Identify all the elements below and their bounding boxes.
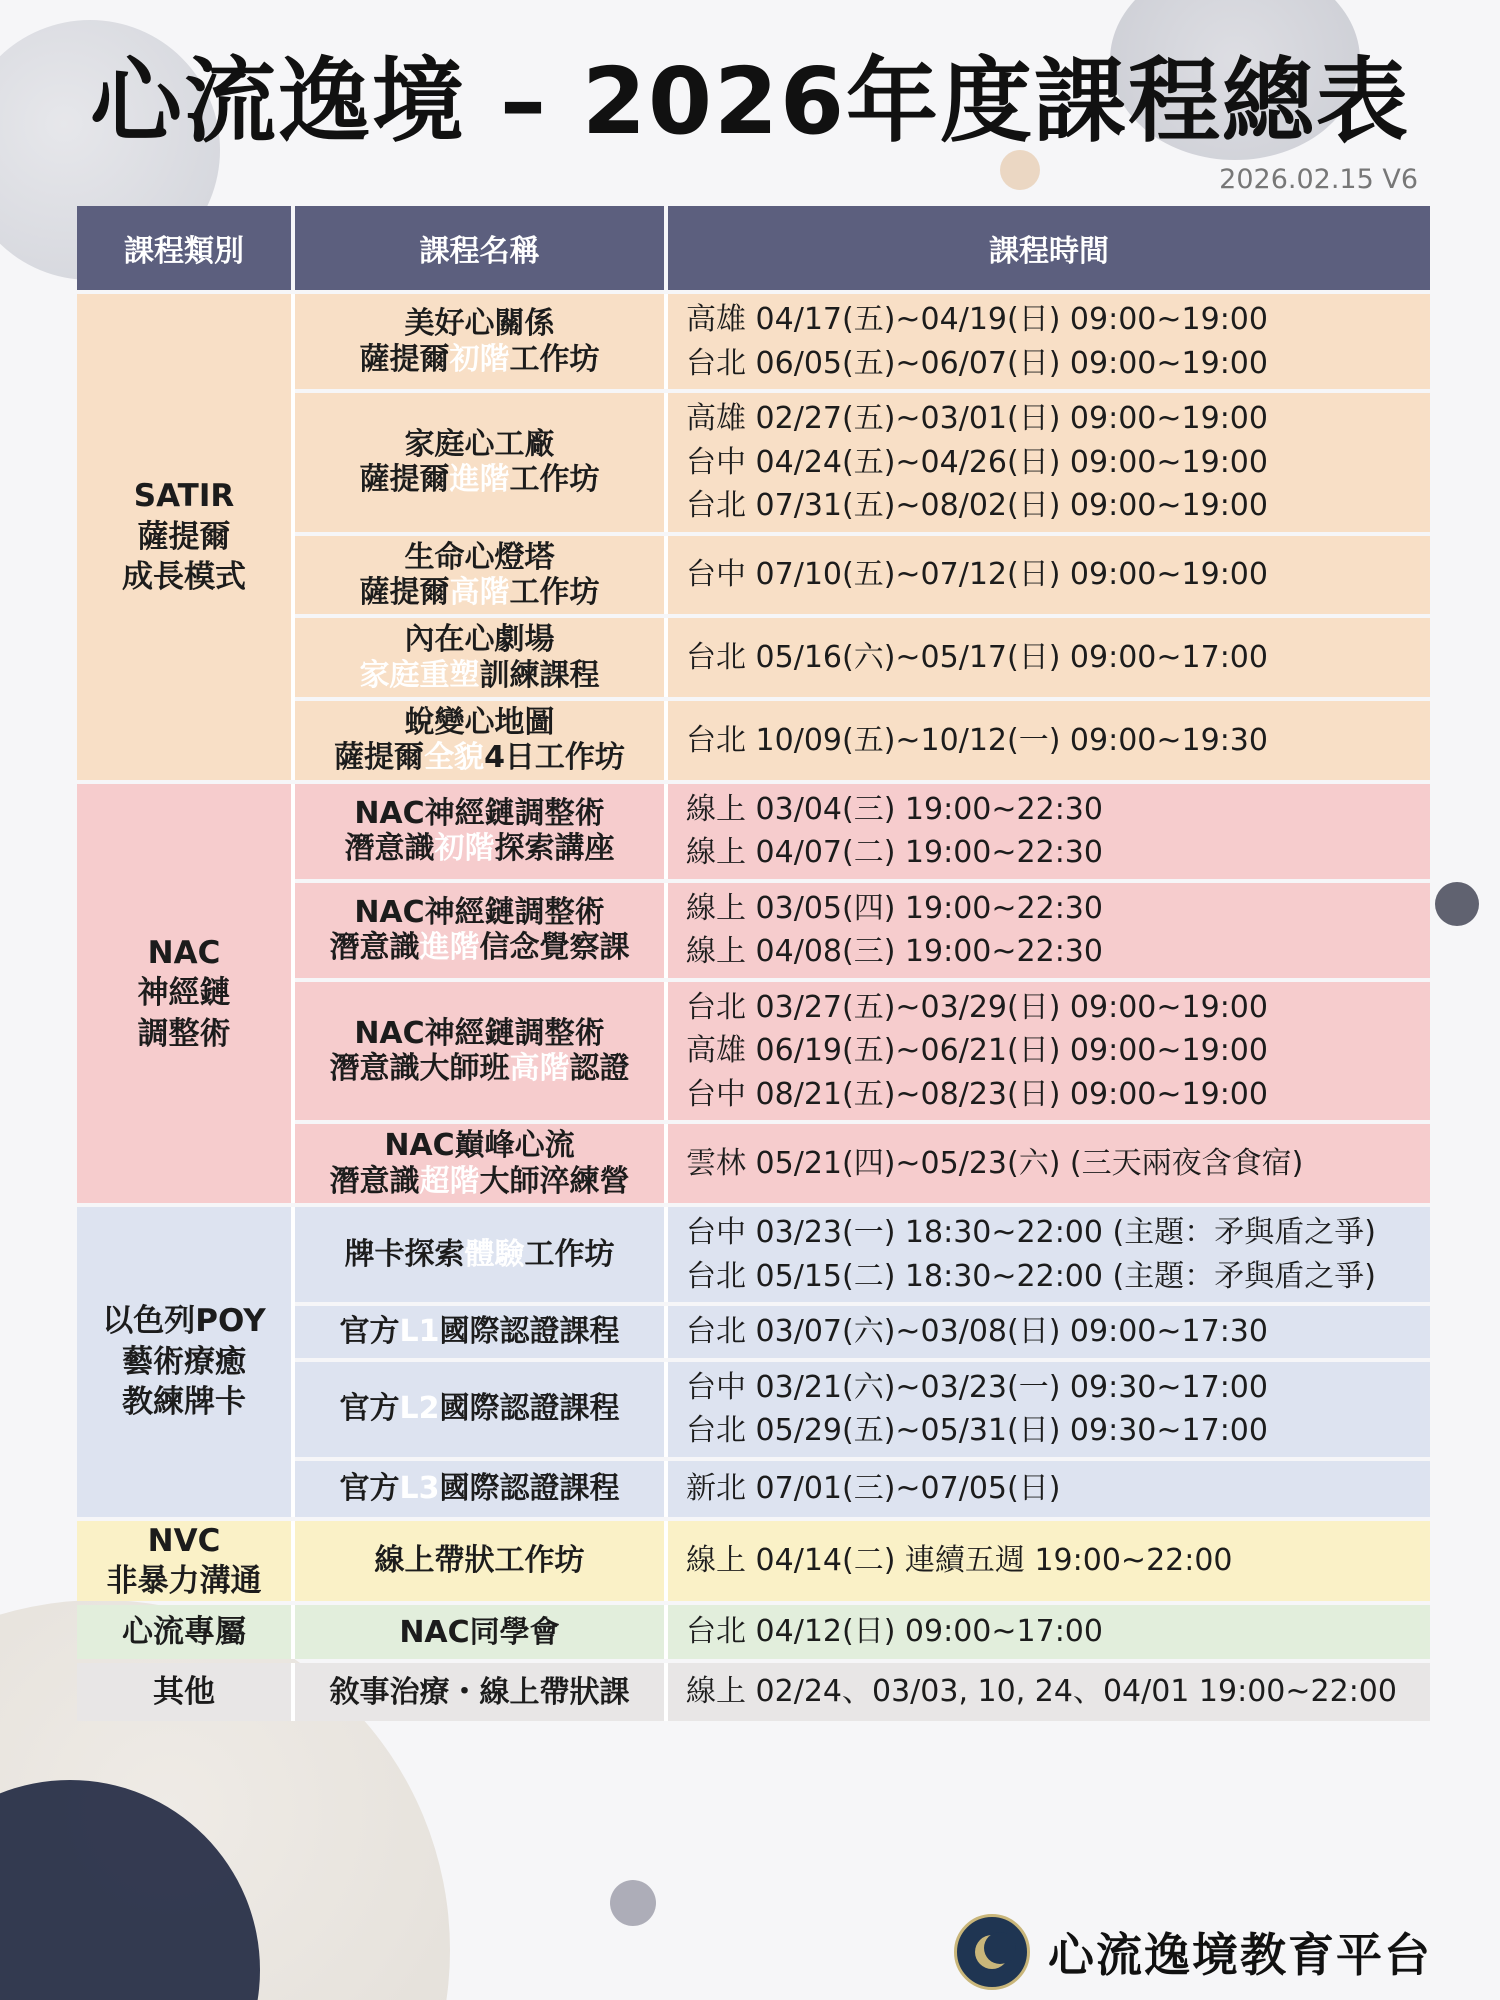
course-level-highlight: L3: [399, 1470, 440, 1506]
course-name-line: [301, 306, 658, 341]
course-name-line: [301, 1128, 658, 1163]
brand-name: 心流逸境教育平台: [1048, 1928, 1432, 1982]
course-name-text: NAC神經鏈調整術: [354, 1015, 605, 1051]
course-name-cell: [295, 618, 668, 697]
course-name-line: [301, 930, 658, 965]
session-time: 台北 10/09(五)~10/12(一) 09:00~19:30: [686, 722, 1268, 758]
course-name-text: NAC同學會: [399, 1614, 560, 1650]
course-name-text: 薩提爾: [359, 341, 450, 377]
course-level-highlight: 家庭重塑: [359, 657, 480, 693]
course-name-text: 工作坊: [509, 341, 600, 377]
session-time: 高雄 02/27(五)~03/01(日) 09:00~19:00: [686, 401, 1268, 436]
course-name-cell: [295, 1124, 668, 1203]
course-name-line: [301, 705, 658, 740]
session-time: 台中 03/23(一) 18:30~22:00 (主題：矛與盾之爭): [686, 1215, 1376, 1251]
course-name-cell: [295, 701, 668, 780]
course-name-text: 官方: [339, 1314, 400, 1350]
session-time: 台中 03/21(六)~03/23(一) 09:30~17:00: [686, 1369, 1268, 1405]
session-time: 高雄 06/19(五)~06/21(日) 09:00~19:00: [686, 1033, 1268, 1069]
course-row: [77, 294, 1430, 389]
course-name-cell: [295, 1605, 668, 1659]
category-label-line: 薩提爾: [137, 518, 231, 555]
course-time-cell: [668, 701, 1430, 780]
course-name-text: 潛意識: [344, 831, 435, 867]
course-name-text: NAC巔峰心流: [384, 1128, 575, 1164]
session-time: 台北 05/15(二) 18:30~22:00 (主題：矛與盾之爭): [686, 1258, 1376, 1294]
category-label-line: 成長模式: [122, 559, 246, 596]
course-level-highlight: 進階: [449, 462, 510, 498]
course-name-line: [301, 796, 658, 831]
course-name-text: 官方: [339, 1391, 400, 1427]
session-time: 台北 07/31(五)~08/02(日) 09:00~19:00: [686, 488, 1268, 523]
course-time-cell: [668, 1124, 1430, 1203]
course-time-cell: [668, 784, 1430, 879]
course-time-cell: [668, 618, 1430, 697]
course-name-text: 探索講座: [494, 831, 615, 867]
table-header-row: [77, 206, 1430, 290]
course-name-cell: [295, 982, 668, 1121]
course-name-line: [301, 1016, 658, 1051]
course-name-line: [301, 427, 658, 462]
course-name-line: [301, 831, 658, 866]
session-time: 線上 02/24、03/03, 10, 24、04/01 19:00~22:00: [686, 1674, 1397, 1710]
course-name-line: [301, 658, 658, 693]
course-row: [77, 1663, 1430, 1721]
course-name-text: 家庭心工廠: [404, 426, 555, 462]
course-name-line: [301, 1543, 658, 1578]
course-name-text: 薩提爾: [359, 462, 450, 498]
course-name-cell: [295, 784, 668, 879]
course-name-line: [301, 462, 658, 497]
course-name-text: 潛意識: [329, 930, 420, 966]
header-course-name: 課程名稱: [295, 206, 668, 290]
version-label: 2026.02.15 V6: [1219, 164, 1418, 195]
course-row: [77, 784, 1430, 879]
course-name-cell: [295, 294, 668, 389]
course-row: [77, 1207, 1430, 1302]
session-time: 台北 05/16(六)~05/17(日) 09:00~17:00: [686, 639, 1268, 675]
course-name-text: 大師淬練營: [479, 1163, 630, 1199]
category-label-line: 神經鏈: [137, 975, 231, 1012]
course-time-cell: [668, 536, 1430, 615]
session-time: 線上 03/04(三) 19:00~22:30: [686, 791, 1103, 827]
category-cell: [77, 1605, 295, 1659]
course-name-cell: [295, 1362, 668, 1457]
course-name-line: [301, 1391, 658, 1426]
course-name-line: [301, 622, 658, 657]
course-name-cell: [295, 1306, 668, 1358]
course-name-text: 線上帶狀工作坊: [374, 1543, 585, 1579]
session-time: 台中 08/21(五)~08/23(日) 09:00~19:00: [686, 1076, 1268, 1112]
category-label-line: 藝術療癒: [122, 1343, 246, 1380]
category-label-line: 其他: [153, 1674, 215, 1711]
course-time-cell: [668, 1362, 1430, 1457]
session-time: 雲林 05/21(四)~05/23(六) (三天兩夜含食宿): [686, 1145, 1304, 1181]
course-name-line: [301, 1471, 658, 1506]
course-name-text: 薩提爾: [359, 574, 450, 610]
course-name-text: 潛意識: [329, 1163, 420, 1199]
course-name-text: 認證: [569, 1051, 630, 1087]
course-name-line: [301, 1675, 658, 1710]
session-time: 台北 03/07(六)~03/08(日) 09:00~17:30: [686, 1314, 1268, 1350]
category-cell: [77, 1663, 295, 1721]
course-name-text: 工作坊: [509, 462, 600, 498]
course-name-cell: [295, 1521, 668, 1602]
course-name-text: 工作坊: [509, 574, 600, 610]
course-name-cell: [295, 393, 668, 532]
course-name-line: [301, 740, 658, 775]
course-time-cell: [668, 393, 1430, 532]
course-schedule-table: [77, 202, 1430, 1725]
course-name-text: 國際認證課程: [439, 1391, 620, 1427]
category-label-line: 以色列POY: [102, 1303, 266, 1340]
course-name-text: 工作坊: [524, 1236, 615, 1272]
category-cell: [77, 1207, 295, 1517]
course-name-text: 國際認證課程: [439, 1470, 620, 1506]
category-cell: [77, 294, 295, 780]
footer-brand: [954, 1912, 1432, 1992]
course-level-highlight: 進階: [419, 930, 480, 966]
session-time: 線上 04/08(三) 19:00~22:30: [686, 934, 1103, 970]
course-name-line: [301, 1164, 658, 1199]
course-level-highlight: 全貌: [424, 740, 485, 776]
category-label-line: 非暴力溝通: [106, 1562, 262, 1599]
session-time: 高雄 04/17(五)~04/19(日) 09:00~19:00: [686, 302, 1268, 337]
course-name-cell: [295, 1207, 668, 1302]
course-name-text: 敘事治療・線上帶狀課: [329, 1674, 630, 1710]
course-name-line: [301, 342, 658, 377]
course-name-line: [301, 1051, 658, 1086]
course-name-text: 4日工作坊: [484, 740, 625, 776]
header-course-time: 課程時間: [668, 206, 1430, 290]
category-label-line: 教練牌卡: [122, 1384, 246, 1421]
course-name-text: 美好心關係: [404, 306, 555, 342]
course-level-highlight: 高階: [449, 574, 510, 610]
course-level-highlight: L1: [399, 1314, 440, 1350]
course-name-line: [301, 1615, 658, 1650]
session-time: 台中 07/10(五)~07/12(日) 09:00~19:00: [686, 557, 1268, 593]
session-time: 台北 04/12(日) 09:00~17:00: [686, 1614, 1103, 1650]
category-label-line: 調整術: [137, 1015, 231, 1052]
category-label-line: SATIR: [133, 478, 235, 515]
course-name-text: NAC神經鏈調整術: [354, 795, 605, 831]
course-time-cell: [668, 1306, 1430, 1358]
course-time-cell: [668, 982, 1430, 1121]
page-title: 心流逸境 – 2026年度課程總表: [89, 48, 1411, 155]
course-name-line: [301, 540, 658, 575]
session-time: 新北 07/01(三)~07/05(日): [686, 1470, 1061, 1506]
course-name-text: 官方: [339, 1470, 400, 1506]
category-label-line: NVC: [147, 1522, 221, 1559]
course-name-cell: [295, 1461, 668, 1517]
category-cell: [77, 784, 295, 1203]
course-name-text: 薩提爾: [334, 740, 425, 776]
course-name-line: [301, 895, 658, 930]
course-name-text: 潛意識大師班: [329, 1051, 510, 1087]
course-row: [77, 1521, 1430, 1602]
course-time-cell: [668, 1663, 1430, 1721]
course-time-cell: [668, 1461, 1430, 1517]
session-time: 線上 03/05(四) 19:00~22:30: [686, 890, 1103, 926]
course-name-cell: [295, 883, 668, 978]
course-name-text: NAC神經鏈調整術: [354, 894, 605, 930]
course-name-text: 蛻變心地圖: [404, 705, 555, 741]
session-time: 台中 04/24(五)~04/26(日) 09:00~19:00: [686, 444, 1268, 480]
session-time: 台北 03/27(五)~03/29(日) 09:00~19:00: [686, 989, 1268, 1025]
course-name-cell: [295, 536, 668, 615]
course-level-highlight: 初階: [434, 831, 495, 867]
course-time-cell: [668, 294, 1430, 389]
course-name-text: 牌卡探索: [344, 1236, 465, 1272]
course-name-text: 信念覺察課: [479, 930, 630, 966]
course-level-highlight: 高階: [509, 1051, 570, 1087]
crescent-moon-logo-icon: [954, 1914, 1030, 1990]
course-time-cell: [668, 1605, 1430, 1659]
session-time: 台北 05/29(五)~05/31(日) 09:30~17:00: [686, 1413, 1268, 1449]
course-name-text: 內在心劇場: [404, 622, 555, 658]
course-name-line: [301, 575, 658, 610]
course-name-line: [301, 1314, 658, 1349]
course-time-cell: [668, 1207, 1430, 1302]
session-time: 台北 06/05(五)~06/07(日) 09:00~19:00: [686, 345, 1268, 381]
category-label-line: NAC: [147, 935, 221, 972]
course-level-highlight: 超階: [419, 1163, 480, 1199]
course-level-highlight: L2: [399, 1391, 440, 1427]
course-time-cell: [668, 883, 1430, 978]
course-name-line: [301, 1237, 658, 1272]
course-level-highlight: 初階: [449, 341, 510, 377]
course-name-text: 訓練課程: [479, 657, 600, 693]
session-time: 線上 04/14(二) 連續五週 19:00~22:00: [686, 1543, 1233, 1579]
course-name-text: 生命心燈塔: [404, 539, 555, 575]
category-cell: [77, 1521, 295, 1602]
course-level-highlight: 體驗: [464, 1236, 525, 1272]
header-category: 課程類別: [77, 206, 295, 290]
course-name-cell: [295, 1663, 668, 1721]
course-name-text: 國際認證課程: [439, 1314, 620, 1350]
course-row: [77, 1605, 1430, 1659]
course-time-cell: [668, 1521, 1430, 1602]
session-time: 線上 04/07(二) 19:00~22:30: [686, 835, 1103, 871]
category-label-line: 心流專屬: [122, 1614, 246, 1651]
